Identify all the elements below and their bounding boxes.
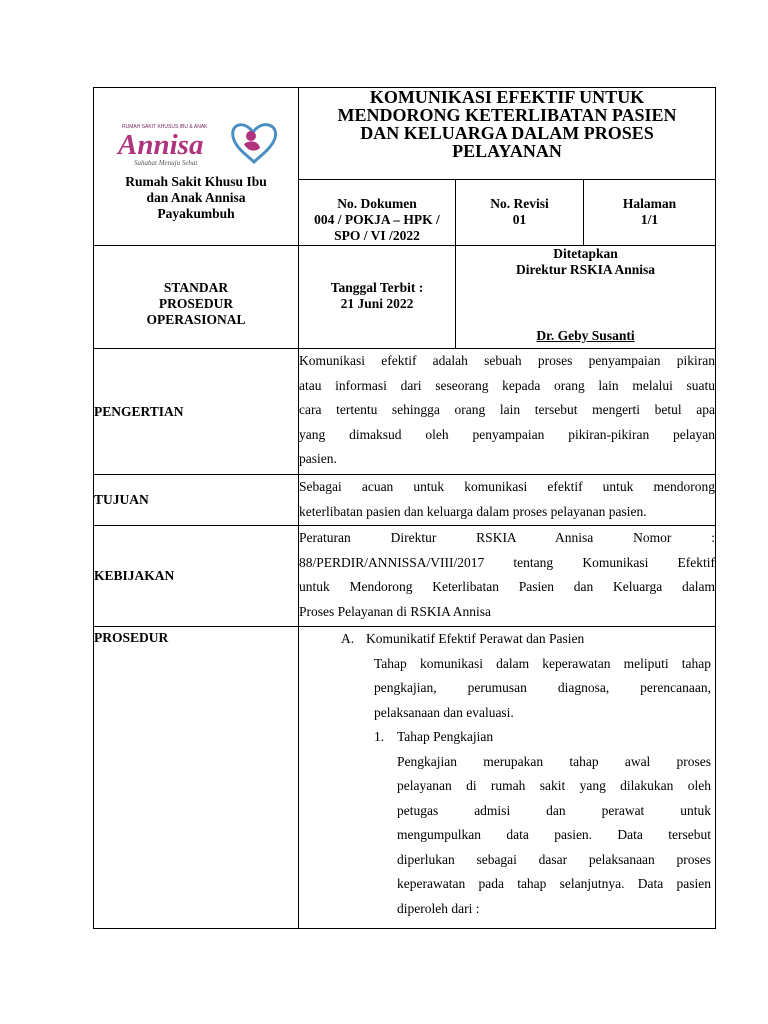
logo-brand: Annisa [118, 129, 204, 161]
ditetapkan-label: Ditetapkan [553, 246, 618, 261]
no-dokumen-value-2: SPO / VI /2022 [334, 228, 420, 243]
prosedur-1-body: Pengkajian merupakan tahap awal proses pelayanan di rumah sakit yang dilakukan oleh petugas admisi dan perawat untuk mengumpulkan data pasien. Data tersebut diperlukan sebagai dasar pelaksanaan proses keperawatan pada tahap selanjutnya. Data pasien diperoleh dari : [397, 753, 712, 916]
tanggal-label: Tanggal Terbit : [330, 280, 424, 295]
no-revisi-label: No. Revisi [490, 196, 549, 211]
prosedur-item-a: A. Komunikatif Efektif Perawat dan Pasien [341, 631, 585, 646]
halaman-value: 1/1 [640, 212, 659, 227]
sop-type-cell: STANDAR PROSEDUR OPERASIONAL [94, 246, 299, 349]
no-dokumen-value-1: 004 / POKJA – HPK / [314, 212, 440, 227]
kebijakan-content: Peraturan Direktur RSKIA Annisa Nomor : 88/PERDIR/ANNISSA/VIII/2017 tentang Komunikasi Efektif untuk Mendorong Keterlibatan Pasien dan Keluarga dalam Proses Pelayanan di RSKIA Annisa [299, 526, 716, 627]
tujuan-content: Sebagai acuan untuk komunikasi efektif untuk mendorong keterlibatan pasien dan keluarga dalam proses pelayanan pasien. [299, 475, 716, 526]
halaman-label: Halaman [622, 196, 677, 211]
tanggal-terbit-cell [299, 246, 456, 349]
prosedur-content [299, 627, 716, 929]
sop-document-table [93, 87, 716, 929]
no-revisi-cell [456, 180, 584, 246]
halaman-cell [584, 180, 716, 246]
prosedur-label: PROSEDUR [94, 627, 299, 929]
tujuan-label: TUJUAN [94, 475, 299, 526]
document-title: KOMUNIKASI EFEKTIF UNTUK MENDORONG KETERLIBATAN PASIEN DAN KELUARGA DALAM PROSES PELAYANAN [299, 88, 716, 180]
mother-figure-icon [246, 131, 256, 141]
tanggal-value: 21 Juni 2022 [340, 296, 414, 311]
ditetapkan-cell [456, 246, 716, 349]
pengertian-content: Komunikasi efektif adalah sebuah proses penyampaian pikiran atau informasi dari seseorang kepada orang lain melalui suatu cara tertentu sehingga orang lain tersebut mengerti betul apa yang dimaksud oleh penyampaian pikiran-pikiran pelayan pasien. [299, 349, 716, 475]
hospital-name: Rumah Sakit Khusu Ibu dan Anak Annisa Payakumbuh [125, 174, 267, 221]
no-revisi-value: 01 [512, 212, 527, 227]
kebijakan-label: KEBIJAKAN [94, 526, 299, 627]
logo-slogan: Sahabat Menuju Sehat [134, 159, 198, 167]
pengertian-label: PENGERTIAN [94, 349, 299, 475]
logo-tagline-top: RUMAH SAKIT KHUSUS IBU & ANAK [122, 124, 208, 130]
no-dokumen-label: No. Dokumen [337, 196, 417, 211]
annisa-logo-graphic [94, 88, 299, 174]
direktur-label: Direktur RSKIA Annisa [515, 262, 656, 277]
prosedur-a-body: Tahap komunikasi dalam keperawatan meliputi tahap pengkajian, perumusan diagnosa, perencanaan, pelaksanaan dan evaluasi. [374, 655, 712, 720]
prosedur-item-1: 1. Tahap Pengkajian [374, 729, 494, 744]
signer-name: Dr. Geby Susanti [536, 328, 635, 343]
hospital-logo [94, 88, 298, 174]
hospital-identity-cell [94, 88, 299, 246]
no-dokumen-cell [299, 180, 456, 246]
child-figure-icon [244, 141, 260, 150]
